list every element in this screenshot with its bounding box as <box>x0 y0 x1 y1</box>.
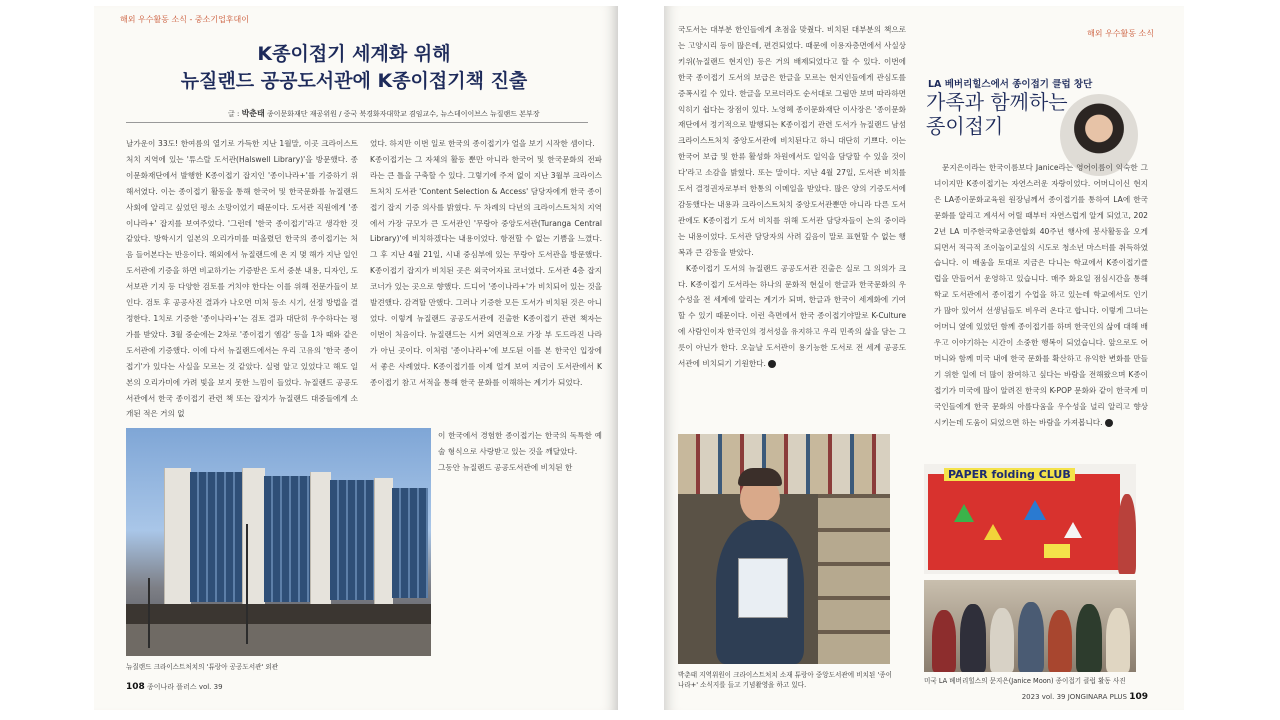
sidebar-title-line-2: 종이접기 <box>926 114 1004 138</box>
photo-caption: 미국 LA 베버리힐스의 문지은(Janice Moon) 종이접기 클럽 활동 사진 <box>924 677 1126 685</box>
paragraph-text: K종이접기 도서의 뉴질랜드 공공도서관 진출은 실로 그 의의가 크다. K종이접기 도서라는 하나의 문화적 현실이 한글과 한국문화의 우수성을 전 세계에 알리는 계기가 되며, 한글과 한국이 세계화에 기여할 수 있기 때문이다. 이런 측면에서 한국 종이접기야말로 K-Culture에 사람인이자 한국인의 정서성을 유지하고 우리 민족의 삶을 담는 그릇이 아닌가 한다. 오늘날 도서관이 용기능한 도서로 전 세계 공공도서관에 비치되기 기원한다. <box>678 263 906 369</box>
sidebar-title-line-1: 가족과 함께하는 <box>926 90 1068 114</box>
end-mark-icon: ✓ <box>1105 419 1113 427</box>
paragraph <box>678 261 906 372</box>
sidebar-title <box>926 90 1068 138</box>
man-holding-magazine-photo <box>678 434 890 664</box>
folio-right <box>1022 692 1148 702</box>
article-title <box>134 41 574 95</box>
paragraph-text: 문지은이라는 한국이름보다 Janice라는 영어이름이 익숙한 그녀이지만 K종이접기는 자연스러운 자랑이었다. 어머니이신 현지은 LA종이문화교육원 원장님께서 종이접기를 통하여 LA에 한국 문화를 알리고 계셔서 어릴 때부터 자연스럽게 알게 되었고, 2022년 LA 미주한국학교총연합회 40주년 행사에 봉사활동을 오게 되면서 적극적 조이놀이교실의 시도로 청소년 마스터를 취득하였습니다. 이 배움을 토대로 지금은 다니는 학교에서 K종이접기클럽을 만들어서 운영하고 있습니다. 매주 화요일 점심시간을 통해 학교 도서관에서 종이접기 수업을 하고 있는데 학교에서도 인기가 많아 있어서 선생님들도 비우러 온다고 합니다. 이렇게 그녀는 어머니 옆에 있었던 함께 종이접기를 하며 한국인의 삶에 대해 배우고 이야기하는 시간이 소중한 행복이 되었습니다. 앞으로도 어머니와 함께 미국 내에 한국 문화를 확산하고 유익한 변화를 만들기 위한 일에 더 많이 참여하고 싶다는 바람을 전해왔으며 K종이접기가 미국에 많이 알려진 한국의 K-POP 문화와 같이 한국계 미국인들에게 한국 문화의 아름다움을 우수성을 널리 알리고 향상시키는데 도움이 되었으면 하는 바람을 가져봅니다. <box>934 163 1148 427</box>
paragraph: 었다. 하지만 이번 일로 한국의 종이접기가 얼을 보기 시작한 셈이다. <box>370 139 595 148</box>
byline: 글 : 박춘태 종이문화재단 재공위원 / 중국 북경화자대학교 겸임교수, 뉴스데이이브스 뉴질랜드 본부장 <box>228 109 540 118</box>
title-line-1: K종이접기 세계화 위해 <box>257 43 451 65</box>
section-tag: 해외 우수활동 소식 <box>1087 29 1154 38</box>
sidebar-kicker: LA 베버리힐스에서 종이접기 클럽 창단 <box>928 79 1093 90</box>
article-column-3 <box>438 428 602 668</box>
club-group-photo <box>924 580 1136 672</box>
page-number: 109 <box>1129 692 1148 702</box>
photo-caption: 뉴질랜드 크라이스트처치의 '튜랑아 공공도서관' 외관 <box>126 663 279 671</box>
section-tag: 해외 우수활동 소식 - 중소기업후대이 <box>120 15 249 24</box>
byline-affiliation: 종이문화재단 재공위원 / 중국 북경화자대학교 겸임교수, 뉴스데이이브스 뉴질랜드 본부장 <box>267 110 540 118</box>
photo-caption: 박춘태 지역위원이 크라이스트처치 소재 튜랑아 중앙도서관에 비치된 '종이나라+' 소식지를 들고 기념촬영을 하고 있다. <box>678 671 892 689</box>
paragraph: 이 한국에서 경험한 종이접기는 한국의 독특한 예술 형식으로 사랑받고 있는 것을 깨달았다. <box>438 431 602 456</box>
title-line-2: 뉴질랜드 공공도서관에 K종이접기책 진출 <box>180 70 528 92</box>
paragraph: 국도서는 대부분 한인들에게 초점을 맞췄다. 비치된 대부분의 책으로는 고양시리 등이 많은데, 편견되었다. 때문에 이용자층면에서 사실상 키위(뉴질랜드 현지인) 등은 거의 배제되었다고 할 수 있다. 이번에 한국 종이접기 도서의 보급은 한글을 모르는 현지인들에게 관심도를 증폭시킬 수 있다. 한글을 모르더라도 순서대로 그림만 보며 따라하면 익히기 쉽다는 장점이 있다. 노영혜 종이문화재단 이사장은 '종이문화재단에서 정기적으로 발행되는 K종이접기 관련 도서가 뉴질랜드 남섬 크라이스트처치 중앙도서관에 비치된다고 하니 대단히 기쁘다. 이는 한국어 보급 및 한류 활성화 차원에서도 일익을 담당할 수 있을 것이다'라고 소감을 밝혔다. 또는 말이다. 지난 4월 27일, 도서관 비치를 도서 결정권자로부터 한통의 이메일을 받았다. 많은 양의 기증도서에 감동했다는 내용과 크라이스트처치 중앙도서관뿐만 아니라 다른 도서관에도 K종이접기 도서 비치를 위해 도서관 담당자들이 논의 중이라는 내용이었다. 도서관 담당자의 사려 깊음이 말로 표현할 수 없는 행복과 큰 감동을 받았다. <box>678 25 906 257</box>
paragraph: 날가운이 33도! 한여름의 열기로 가득한 지난 1월말, 이곳 크라이스트처치 지역에 있는 '튜스랄 도서관(Halswell Library)'을 방문했다. 종이문화재단에서 발행한 K종이접기 잡지인 '종이나라+'를 기증하기 위해서였다. 이는 종이접기 활동을 통해 한국어 및 한국문화를 뉴질랜드 사회에 알리고 싶었던 평소 소망이었기 때문이다. 도서관 직원에게 '종이나라+' 잡지를 보여주었다. '그런데 '한국 종이접기'라고 생각한 것 같았다. 방학시기 일본의 오리가미를 떠올렸던 한국의 종이접기는 처음 들어본다는 반응이다. 해외에서 뉴질랜드에 온 지 몇 해가 지난 일인 도서관에 기증을 하면 비교하기는 기증받은 도서 중분 내용, 디자인, 도서보관 기지 등 다양한 검토를 거치야 한다는 이를 위해 전문가들이 보인다. 검토 후 공공사진 결과가 나오면 미처 등소 시기, 선정 방법을 결정한다. 1치로 기증한 '종이나라+'는 검토 결과 대단히 우수하다는 평가를 받았다. 3월 중순에는 2차로 '종이접기 엠감' 등을 1차 때와 같은 도서관에 기증했다. 이에 다서 뉴질랜드에서는 우리 고유의 '한국 종이접기'가 있다는 사실을 모르는 것 같았다. 실령 알고 있었다고 해도 일본의 오리가미에 가려 빛을 보지 못한 느낌이 들었다. 뉴질랜드 공공도서관에서 한국 종이접기 관련 책 또는 잡지가 뉴질랜드 대중들에게 소개된 적은 거의 없 <box>126 139 358 419</box>
byline-prefix: 글 <box>228 110 235 118</box>
paragraph: K종이접기는 그 자체의 활동 뿐만 아니라 한국어 및 한국문화의 전파라는 큰 틀을 구축할 수 있다. 그렇기에 주저 없이 지난 3월부 크라이스트처치 도서관 'Content Selection & Access' 담당자에게 한국 종이접기 잡지 기증 의사를 밝혔다. 두 차례의 다년의 크라이스트처치 지역에서 가장 규모가 큰 도서관인 '무랑아 중앙도서관(Turanga Central Library)'에 비치하겠다는 내용이었다. 항전할 수 없는 기쁨을 느꼈다. 그 후 지난 4월 21일, 시내 중심부에 있는 무랑아 도서관을 방문했다. K종이접기 잡지가 비치된 곳은 외국어자료 코너였다. 도서관 4층 잡지 코너가 있는 곳으로 향했다. 드디어 '종이나라+'가 비치되어 있는 것을 발견했다. 감격할 만했다. 그러나 기증한 모든 도서가 비치된 것은 아니었다. 이렇게 뉴질랜드 공공도서관에 진출한 K종이접기 관련 책자는 이번이 처음이다. 뉴질랜드는 시커 외면적으로 가장 부 도드라진 나라가 아닌 곳이다. 이처럼 '종이나라+'에 보도된 이를 본 한국인 입장에서 좋은 사례였다. K종이접기를 이제 얼게 보여 지금이 도서관에서 K종이접기 참고 서적을 통해 한국 문화를 이해하는 계기가 되었다. <box>370 154 602 387</box>
end-mark-icon: ✓ <box>768 360 776 368</box>
club-banner: PAPER folding CLUB <box>944 468 1075 481</box>
folio-text: 2023 vol. 39 JONGINARA PLUS <box>1021 693 1127 701</box>
byline-rule <box>126 122 588 123</box>
sidebar-body <box>934 160 1148 456</box>
article-column-1 <box>126 136 358 424</box>
paragraph <box>934 160 1148 430</box>
folio-left <box>126 682 223 692</box>
continued-column <box>678 22 906 432</box>
magazine-icon <box>738 558 788 618</box>
byline-author: 박춘태 <box>241 109 265 118</box>
article-column-2 <box>370 136 602 424</box>
left-page <box>94 6 618 710</box>
folio-text: 종이나라 플러스 vol. 39 <box>147 683 223 691</box>
paragraph: 그동안 뉴질랜드 공공도서관에 비치된 한 <box>438 462 573 472</box>
library-building-photo <box>126 428 431 656</box>
page-number: 108 <box>126 682 145 692</box>
right-page <box>664 6 1184 710</box>
paper-folding-club-photo <box>924 464 1136 574</box>
